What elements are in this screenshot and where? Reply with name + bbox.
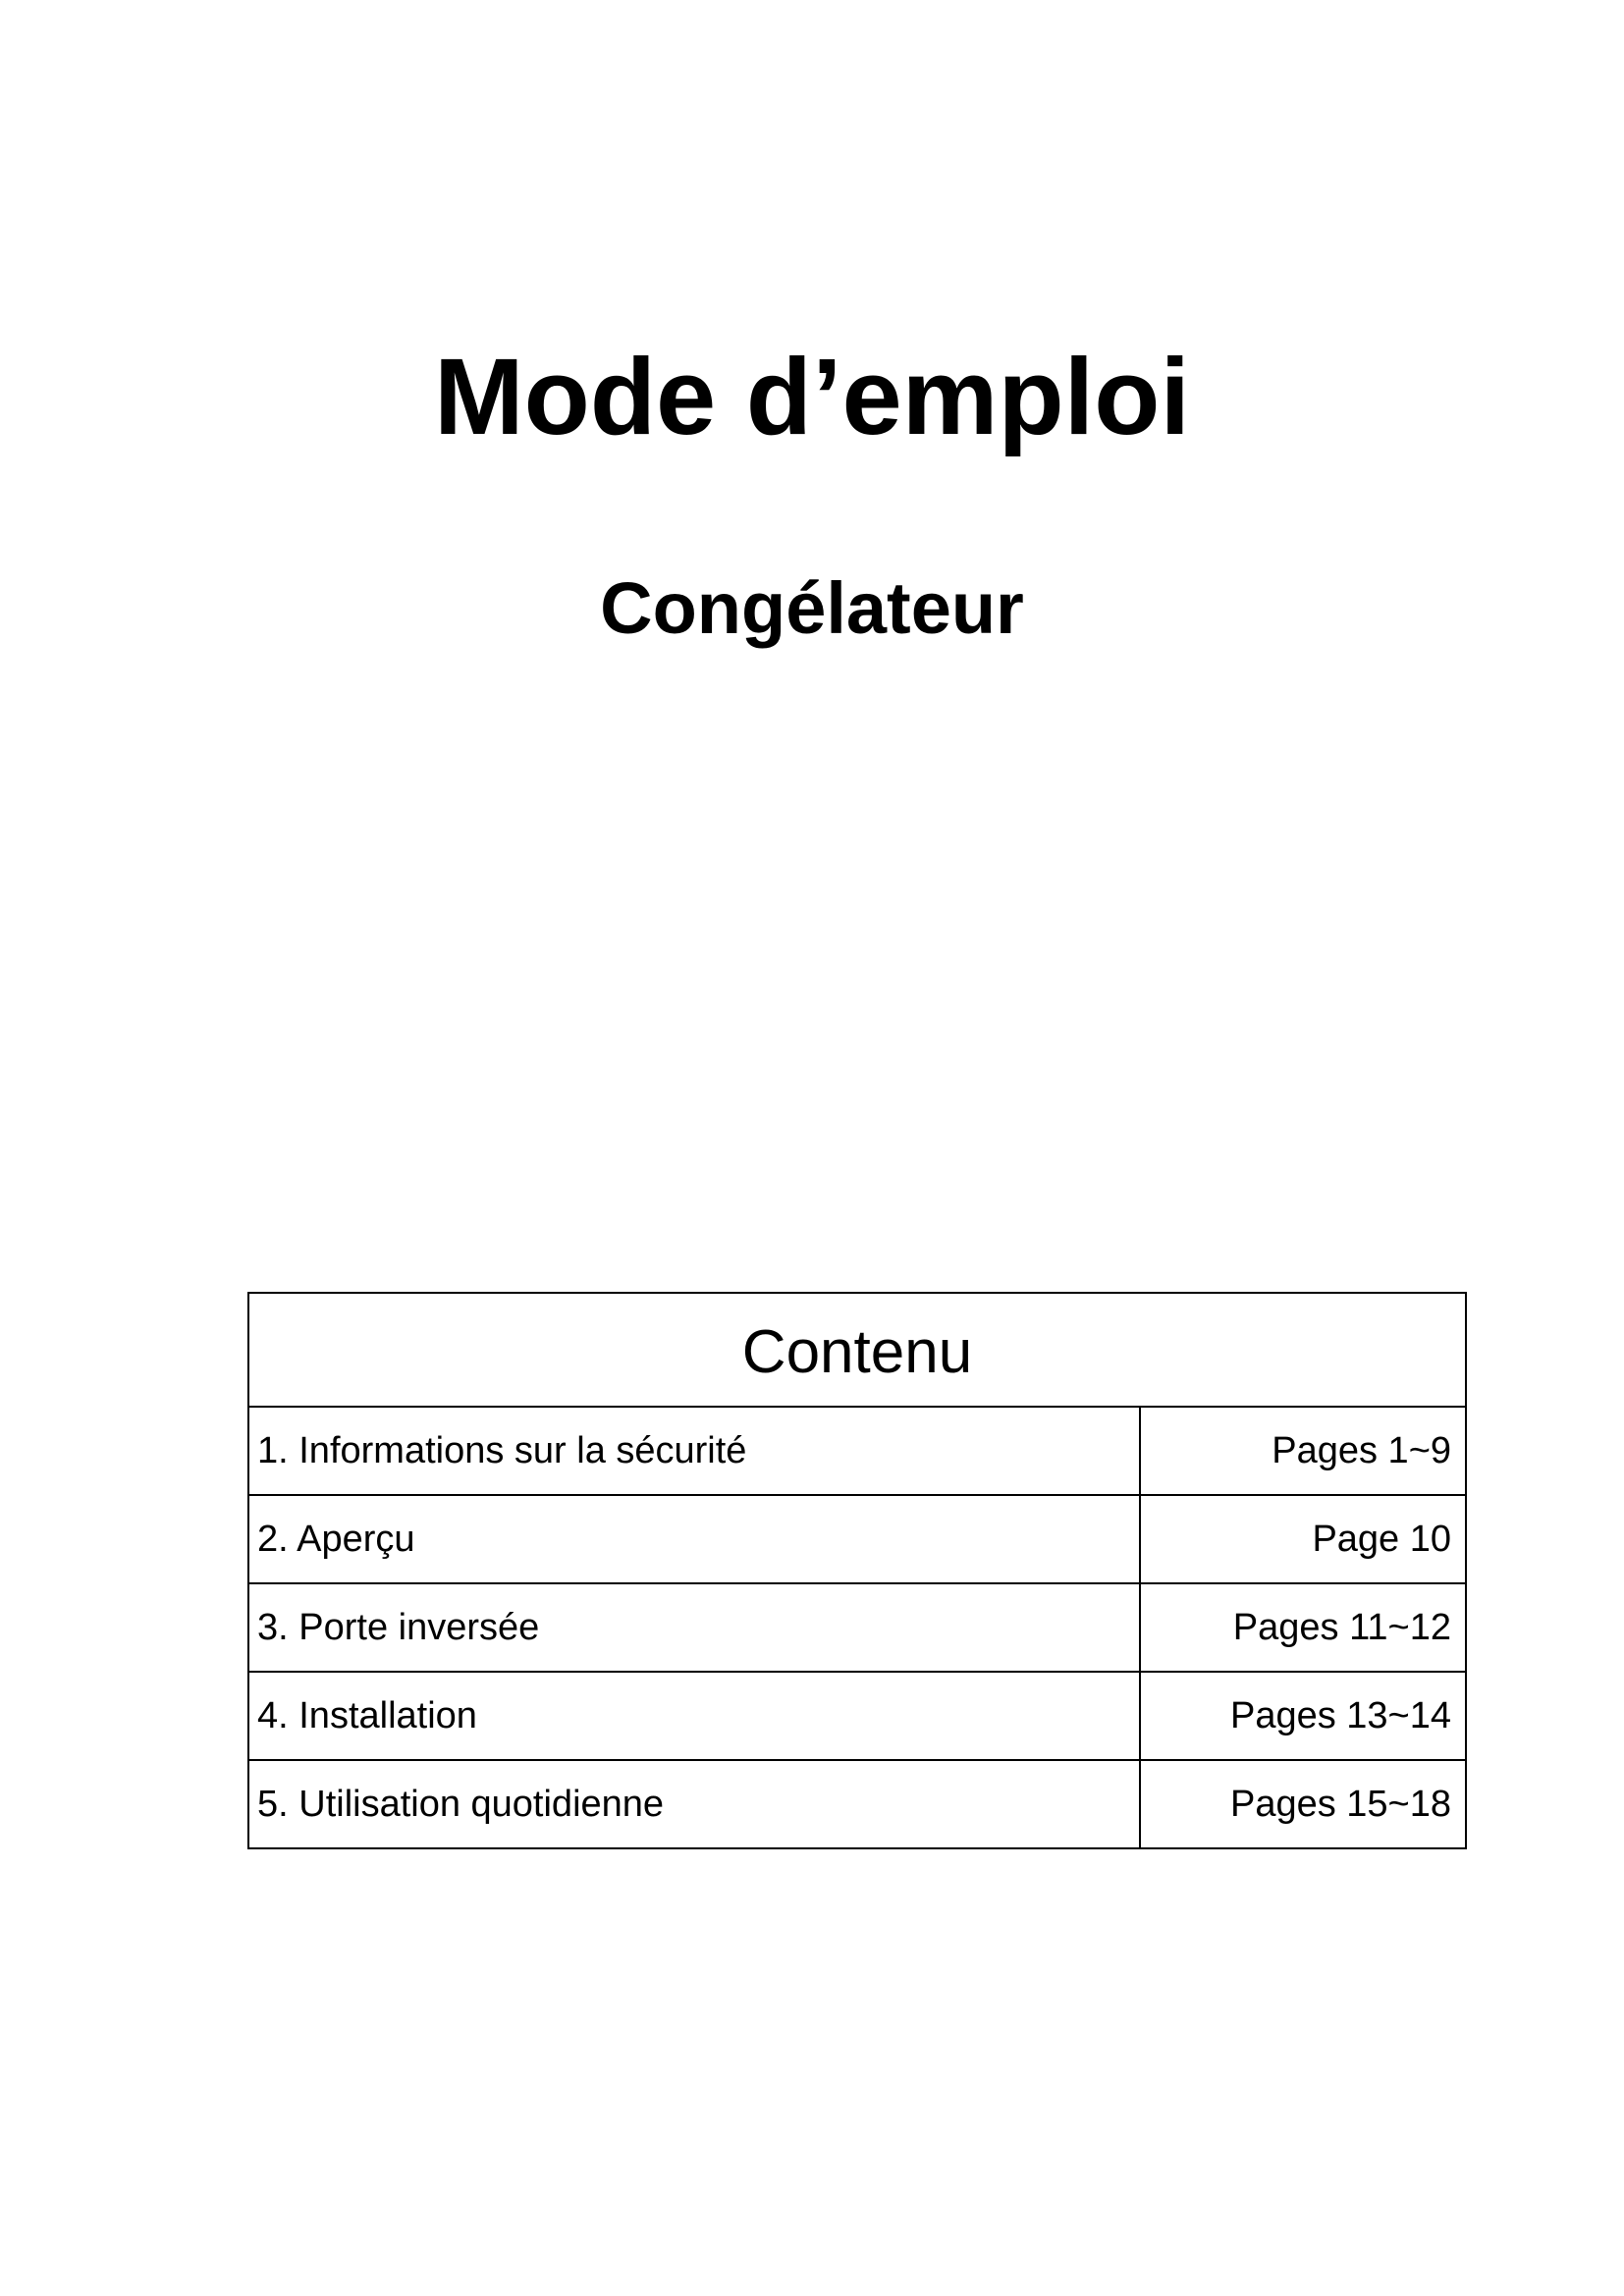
document-title: Mode d’emploi (434, 337, 1190, 457)
toc-entry-title: 4. Installation (248, 1672, 1140, 1760)
toc-entry-pages: Pages 15~18 (1140, 1760, 1466, 1848)
table-row (248, 1495, 1466, 1583)
toc-entry-title: 5. Utilisation quotidienne (248, 1760, 1140, 1848)
toc-entry-title: 2. Aperçu (248, 1495, 1140, 1583)
toc-entry-title: 3. Porte inversée (248, 1583, 1140, 1672)
toc-entry-pages: Pages 13~14 (1140, 1672, 1466, 1760)
toc-entry-pages: Page 10 (1140, 1495, 1466, 1583)
toc-entry-pages: Pages 1~9 (1140, 1407, 1466, 1495)
toc-entry-title: 1. Informations sur la sécurité (248, 1407, 1140, 1495)
table-row (248, 1672, 1466, 1760)
table-of-contents (247, 1292, 1467, 1849)
toc-header-row (248, 1293, 1466, 1407)
table-row (248, 1583, 1466, 1672)
table-row (248, 1407, 1466, 1495)
table-row (248, 1760, 1466, 1848)
document-subtitle: Congélateur (600, 567, 1024, 649)
toc-heading: Contenu (248, 1293, 1466, 1407)
toc-entry-pages: Pages 11~12 (1140, 1583, 1466, 1672)
